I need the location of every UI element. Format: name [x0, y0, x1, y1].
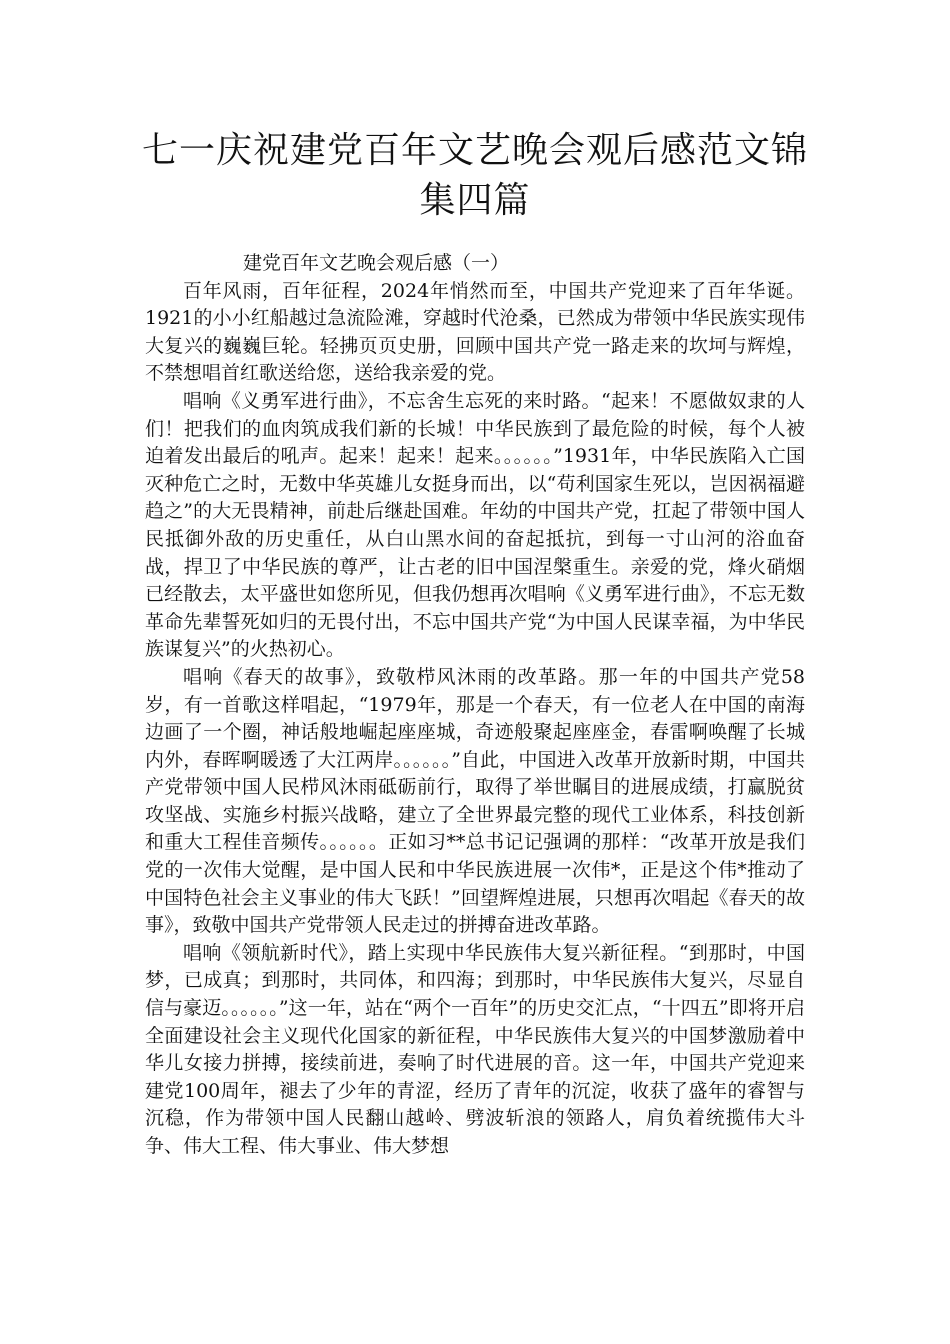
document-title: 七一庆祝建党百年文艺晚会观后感范文锦集四篇 [141, 130, 808, 221]
paragraph-3: 唱响《春天的故事》，致敬栉风沐雨的改革路。那一年的中国共产党58岁，有一首歌这样唱起，“1979年，那是一个春天，有一位老人在中国的南海边画了一个圈，神话般地崛起座座城，奇迹般聚起座座金，春雷啊唤醒了长城内外，春晖啊暖透了大江两岸。。。。。。”自此，中国进入改革开放新时期，中国共产党带领中国人民栉风沐雨砥砺前行，取得了举世瞩目的进展成绩，打赢脱贫攻坚战、实施乡村振兴战略，建立了全世界最完整的现代工业体系，科技创新和重大工程佳音频传。。。。。。正如习**总书记记强调的那样：“改革开放是我们党的一次伟大觉醒，是中国人民和中华民族进展一次伟*，正是这个伟*推动了中国特色社会主义事业的伟大飞跃！”回望辉煌进展，只想再次唱起《春天的故事》，致敬中国共产党带领人民走过的拼搏奋进改革路。 [145, 665, 805, 937]
section-subheading: 建党百年文艺晚会观后感（一） [243, 252, 510, 274]
paragraph-4: 唱响《领航新时代》，踏上实现中华民族伟大复兴新征程。“到那时，中国梦，已成真；到那时，共同体，和四海；到那时，中华民族伟大复兴，尽显自信与豪迈。。。。。。”这一年，站在“两个一百年”的历史交汇点，“十四五”即将开启全面建设社会主义现代化国家的新征程，中华民族伟大复兴的中国梦激励着中华儿女接力拼搏，接续前进，奏响了时代进展的音。这一年，中国共产党迎来建党100周年，褪去了少年的青涩，经历了青年的沉淀，收获了盛年的睿智与沉稳，作为带领中国人民翻山越岭、劈波斩浪的领路人，肩负着统揽伟大斗争、伟大工程、伟大事业、伟大梦想 [145, 941, 805, 1157]
document-body [145, 250, 805, 1161]
paragraph-2: 唱响《义勇军进行曲》，不忘舍生忘死的来时路。“起来！不愿做奴隶的人们！把我们的血肉筑成我们新的长城！中华民族到了最危险的时候，每个人被迫着发出最后的吼声。起来！起来！起来。。。。。。”1931年，中华民族陷入亡国灭种危亡之时，无数中华英雄儿女挺身而出，以“苟利国家生死以，岂因祸福避趋之”的大无畏精神，前赴后继赴国难。年幼的中国共产党，扛起了带领中国人民抵御外敌的历史重任，从白山黑水间的奋起抵抗，到每一寸山河的浴血奋战，捍卫了中华民族的尊严，让古老的旧中国涅槃重生。亲爱的党，烽火硝烟已经散去，太平盛世如您所见，但我仍想再次唱响《义勇军进行曲》，不忘无数革命先辈誓死如归的无畏付出，不忘中国共产党“为中国人民谋幸福，为中华民族谋复兴”的火热初心。 [145, 389, 805, 661]
paragraph-1: 百年风雨，百年征程，2024年悄然而至，中国共产党迎来了百年华诞。1921的小小红船越过急流险滩，穿越时代沧桑，已然成为带领中华民族实现伟大复兴的巍巍巨轮。轻拂页页史册，回顾中国共产党一路走来的坎坷与辉煌，不禁想唱首红歌送给您，送给我亲爱的党。 [145, 279, 805, 385]
